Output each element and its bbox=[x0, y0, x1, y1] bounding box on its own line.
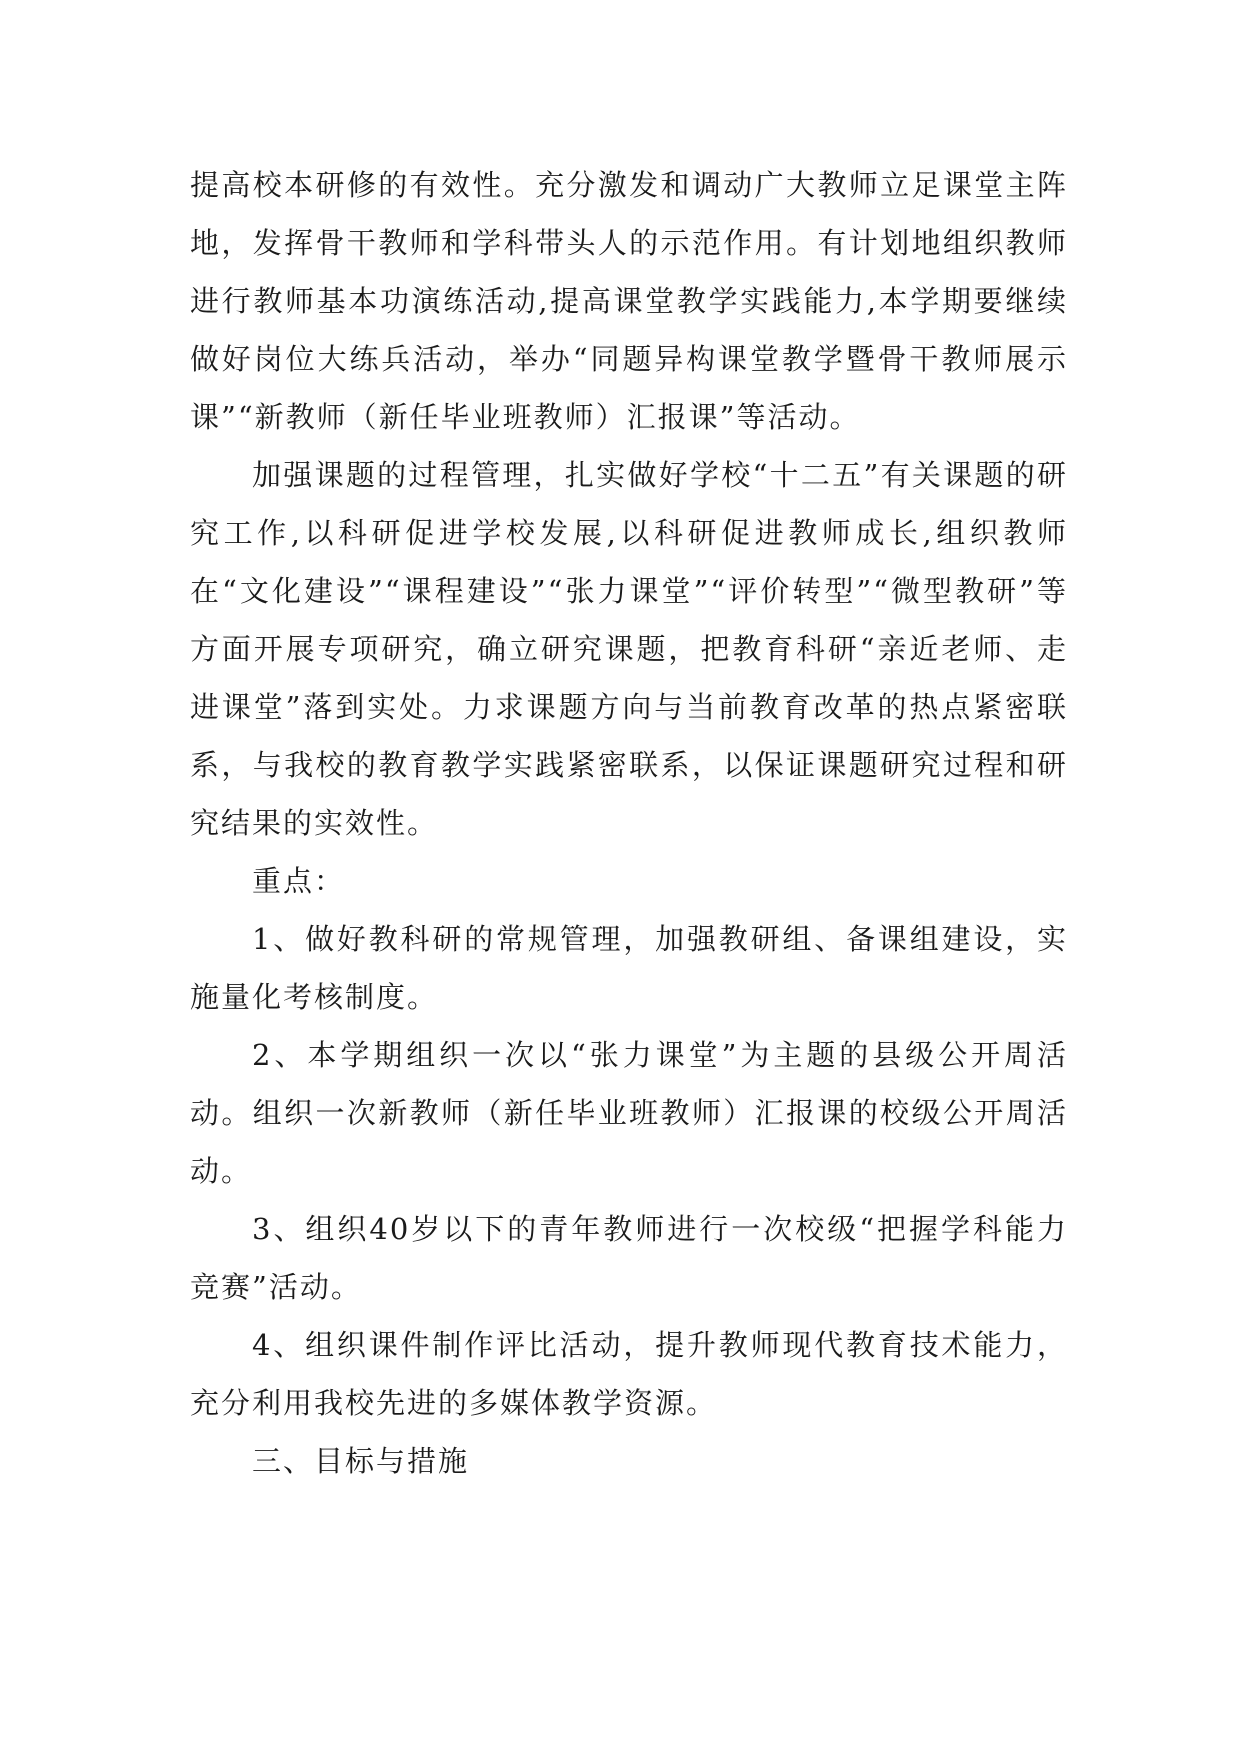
key-point-3: 3、组织40岁以下的青年教师进行一次校级“把握学科能力竞赛”活动。 bbox=[190, 1212, 1068, 1304]
key-points-heading: 重点： bbox=[252, 864, 346, 898]
paragraph-intro-continued: 提高校本研修的有效性。充分激发和调动广大教师立足课堂主阵地，发挥骨干教师和学科带头人的示范作用。有计划地组织教师进行教师基本功演练活动,提高课堂教学实践能力,本学期要继续做好岗位大练兵活动，举办“同题异构课堂教学暨骨干教师展示课”“新教师（新任毕业班教师）汇报课”等活动。 bbox=[190, 168, 1068, 434]
key-point-4: 4、组织课件制作评比活动，提升教师现代教育技术能力，充分利用我校先进的多媒体教学资源。 bbox=[190, 1328, 1068, 1420]
key-point-2: 2、本学期组织一次以“张力课堂”为主题的县级公开周活动。组织一次新教师（新任毕业班教师）汇报课的校级公开周活动。 bbox=[190, 1038, 1068, 1188]
document-body bbox=[190, 156, 1068, 1490]
section-three-heading: 三、目标与措施 bbox=[252, 1444, 470, 1478]
paragraph-research-management: 加强课题的过程管理，扎实做好学校“十二五”有关课题的研究工作,以科研促进学校发展,以科研促进教师成长,组织教师在“文化建设”“课程建设”“张力课堂”“评价转型”“微型教研”等方面开展专项研究，确立研究课题，把教育科研“亲近老师、走进课堂”落到实处。力求课题方向与当前教育改革的热点紧密联系，与我校的教育教学实践紧密联系，以保证课题研究过程和研究结果的实效性。 bbox=[190, 458, 1068, 840]
key-point-1: 1、做好教科研的常规管理，加强教研组、备课组建设，实施量化考核制度。 bbox=[190, 922, 1068, 1014]
